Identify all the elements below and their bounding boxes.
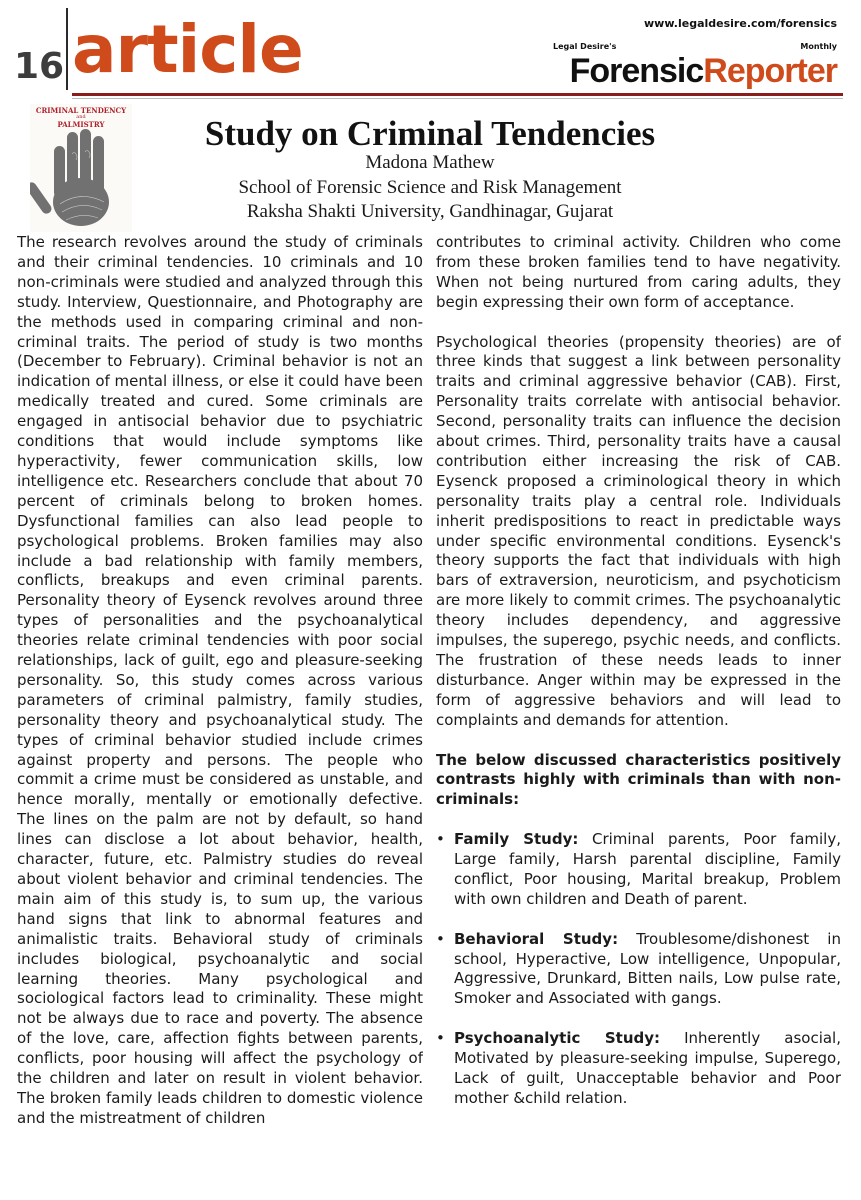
page-number: 16	[14, 46, 65, 87]
list-item	[436, 830, 841, 910]
article-column-left	[17, 233, 423, 1178]
page-header	[0, 0, 861, 100]
list-item-text: Criminal parents, Poor family, Large family, Harsh parental discipline, Family conflict, Poor housing, Marital breakup, Problem with own children and Death of parent.	[454, 830, 841, 908]
thumbnail-caption-line2: and	[76, 114, 86, 120]
masthead-reporter: Reporter	[703, 52, 837, 90]
site-url: www.legaldesire.com/forensics	[644, 17, 837, 30]
publisher-label: Legal Desire's	[553, 42, 617, 51]
bullet-icon: •	[436, 830, 445, 849]
thumbnail-caption-line1: CRIMINAL TENDENCY	[35, 106, 127, 115]
handprint-icon	[30, 124, 132, 232]
list-item-text: Inherently asocial, Motivated by pleasure-seeking impulse, Superego, Lack of guilt, Unacceptable behavior and Poor mother &child relation.	[454, 1029, 841, 1107]
author-name: Madona Mathew	[365, 152, 495, 173]
list-item-text: Troublesome/dishonest in school, Hyperactive, Low intelligence, Unpopular, Aggressive, Drunkard, Bitten nails, Low pulse rate, Smoker and Associated with gangs.	[454, 929, 841, 1008]
body-paragraph: contributes to criminal activity. Children who come from these broken families tend to have negativity. When not being nurtured from caring adults, they begin expressing their own form of acceptance.	[436, 233, 841, 311]
header-rule-thin	[72, 98, 843, 99]
article-column-right	[436, 233, 841, 1178]
affiliation-university: Raksha Shakti University, Gandhinagar, Gujarat	[246, 201, 614, 222]
masthead-logo	[570, 51, 837, 91]
article-title: Study on Criminal Tendencies	[204, 114, 656, 153]
list-item	[436, 1029, 841, 1109]
characteristics-list	[436, 830, 841, 1109]
body-paragraph: The research revolves around the study of criminals and their criminal tendencies. 10 criminals and 10 non-criminals were studied and analyzed through this study. Interview, Questionnaire, and Photography are the methods used in comparing criminal and non-criminal traits. The period of study is two months (December to February). Criminal behavior is not an indication of mental illness, or else it could have been medically treated and cured. Some criminals are engaged in antisocial behavior due to psychiatric conditions that would include symptoms like hyperactivity, fewer communication skills, low intelligence etc. Researchers conclude that about 70 percent of criminals belong to broken homes. Dysfunctional families can also lead people to psychological problems. Broken families may also include a bad relationship with family members, conflicts, breakups and even criminal parents. Personality theory of Eysenck revolves around three types of personalities and the psychoanalytical theories relate criminal tendencies with poor social relationships, lack of guilt, ego and pleasure-seeking personality. So, this study comes across various parameters of criminal palmistry, family studies, personality theory and psychoanalytical study. The types of criminal behavior studied include crimes against property and persons. The people who commit a crime must be considered as unstable, and hence morally, mentally or emotionally defective. The lines on the palm are not by default, so hand lines can disclose a lot about behavior, health, character, future, etc. Palmistry studies do reveal about violent behavior and criminal tendencies. The main aim of this study is, to sum up, the various hand signs that link to abnormal features and animalistic traits. Behavioral study of criminals includes biological, psychoanalytic and social learning theories. Many psychological and sociological factors lead to criminality. These might not be always due to race and poverty. The absence of the love, care, affection fights between parents, conflicts, poor housing will affect the psychology of the children and later on result in violent behavior. The broken family leads children to domestic violence and the mistreatment of children	[17, 233, 423, 1127]
article-thumbnail	[30, 104, 132, 232]
masthead-forensic: Forensic	[569, 52, 704, 90]
bullet-icon: •	[436, 929, 445, 948]
list-item-label: Behavioral Study:	[454, 929, 619, 948]
affiliation-school: School of Forensic Science and Risk Management	[238, 177, 622, 198]
header-rule	[72, 93, 843, 96]
list-item-label: Family Study:	[454, 830, 579, 849]
list-item-label: Psychoanalytic Study:	[454, 1029, 661, 1048]
frequency-label: Monthly	[800, 42, 837, 51]
characteristics-heading: The below discussed characteristics positively contrasts highly with criminals than with non-criminals:	[436, 750, 841, 809]
section-title: article	[72, 11, 303, 88]
list-item	[436, 930, 841, 1010]
thumbnail-caption-line3: PALMISTRY	[57, 120, 105, 129]
body-paragraph: Psychological theories (propensity theories) are of three kinds that suggest a link between personality traits and criminal aggressive behavior (CAB). First, Personality traits correlate with antisocial behavior. Second, personality traits can influence the decision about crimes. Third, personality traits have a causal contribution either increasing the risk of CAB. Eysenck proposed a criminological theory in which personality traits play a central role. Individuals inherit predispositions to react in predictable ways under specific environmental conditions. Eysenck's theory supports the fact that individuals with high bars of extraversion, neuroticism, and psychoticism are more likely to commit crimes. The psychoanalytic theory includes dependency, and aggressive impulses, the superego, psychic needs, and conflicts. The frustration of these needs leads to inner disturbance. Anger within may be expressed in the form of aggressive behaviors and will lead to complaints and demands for attention.	[436, 332, 841, 729]
header-divider	[66, 8, 68, 90]
bullet-icon: •	[436, 1029, 445, 1048]
